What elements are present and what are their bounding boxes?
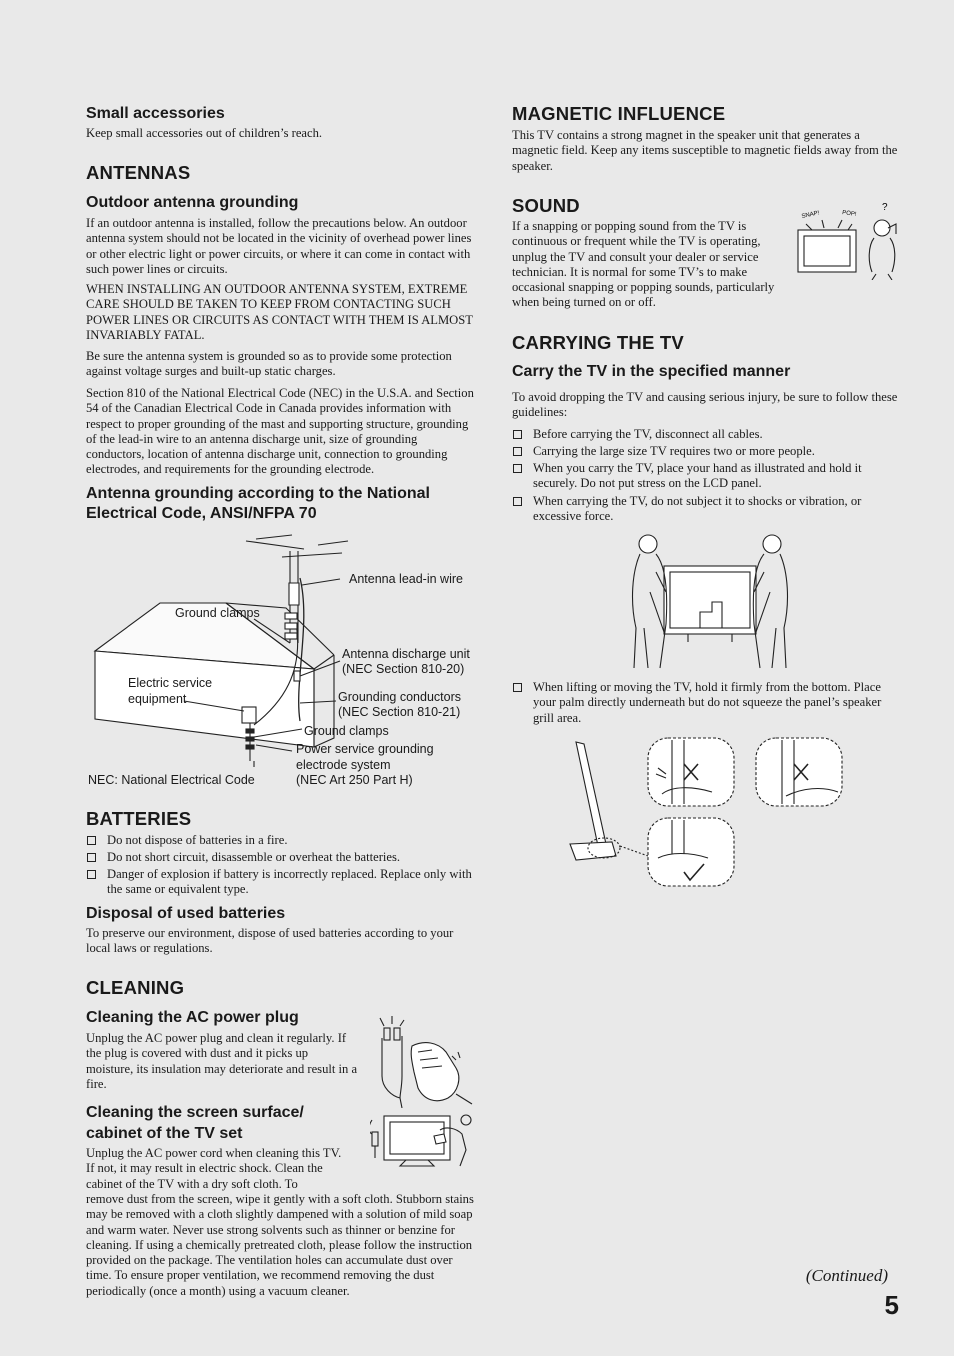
label-electrode-system: electrode system xyxy=(296,758,391,772)
label-grounding-section: (NEC Section 810-21) xyxy=(338,705,461,719)
cleaning-plug-heading: Cleaning the AC power plug xyxy=(86,1009,299,1026)
checkbox-icon xyxy=(513,447,522,456)
antenna-paragraph-3: Be sure the antenna system is grounded so as to provide some protection against voltage surges and built-up static charges. xyxy=(86,349,452,379)
nec-grounding-heading: Antenna grounding according to the National Electrical Code, ANSI/NFPA 70 xyxy=(86,485,430,522)
cleaning-screen-heading-1: Cleaning the screen surface/ xyxy=(86,1104,304,1121)
label-grounding-conductors: Grounding conductors xyxy=(338,690,461,704)
checkbox-icon xyxy=(513,464,522,473)
antenna-paragraph-4: Section 810 of the National Electrical Code (NEC) in the U.S.A. and Section 54 of the Canadian Electrical Code in Canada provides information with respect to proper grounding of the mast and supporting structure, grounding of the lead-in wire to an antenna discharge unit, size of grounding conductors, location of antenna discharge unit, connection to grounding electrodes, and requirements for the grounding electrode. xyxy=(86,386,474,477)
sound-heading: SOUND xyxy=(512,195,580,216)
carrying-item: Carrying the large size TV requires two or more people. xyxy=(512,444,902,459)
label-electric-service: Electric service xyxy=(128,676,213,690)
cleaning-heading: CLEANING xyxy=(86,977,185,998)
label-ground-clamps-bottom: Ground clamps xyxy=(304,724,389,738)
battery-item: Do not dispose of batteries in a fire. xyxy=(86,833,474,848)
cleaning-screen-text-1: Unplug the AC power cord when cleaning this TV. If not, it may result in electric shock. Clean the cabinet of the TV with a dry soft cloth. To xyxy=(86,1146,342,1191)
lifting-item: When lifting or moving the TV, hold it firmly from the bottom. Place your palm directly underneath but do not squeeze the panel’s speaker grill area. xyxy=(512,680,902,726)
question-text: ? xyxy=(882,202,888,213)
label-power-service: Power service grounding xyxy=(296,742,434,756)
small-accessories-text: Keep small accessories out of children’s reach. xyxy=(86,126,323,140)
disposal-text: To preserve our environment, dispose of used batteries according to your local laws or regulations. xyxy=(86,926,454,956)
battery-item: Danger of explosion if battery is incorrectly replaced. Replace only with the same or equivalent type. xyxy=(86,867,474,898)
label-discharge-unit: Antenna discharge unit xyxy=(342,647,470,661)
label-nec-note: NEC: National Electrical Code xyxy=(88,773,255,787)
plug-cleaning-illustration xyxy=(372,1016,476,1108)
cleaning-screen-heading-2: cabinet of the TV set xyxy=(86,1125,243,1142)
sound-text: If a snapping or popping sound from the TV is continuous or frequent while the TV is operating, unplug the TV and consult your dealer or service technician. It is normal for some TV’s to make occasional snapping or popping sounds, particularly when being turned on or off. xyxy=(512,219,775,310)
carrying-heading: CARRYING THE TV xyxy=(512,332,684,353)
antennas-heading: ANTENNAS xyxy=(86,162,191,183)
outdoor-antenna-heading: Outdoor antenna grounding xyxy=(86,194,299,211)
checkbox-icon xyxy=(87,853,96,862)
magnetic-heading: MAGNETIC INFLUENCE xyxy=(512,103,726,124)
label-nec-art: (NEC Art 250 Part H) xyxy=(296,773,413,787)
checkbox-icon xyxy=(513,497,522,506)
carry-manner-heading: Carry the TV in the specified manner xyxy=(512,363,791,380)
antenna-paragraph-2: WHEN INSTALLING AN OUTDOOR ANTENNA SYSTEM, EXTREME CARE SHOULD BE TAKEN TO KEEP FROM CONTACTING SUCH POWER LINES OR CIRCUITS AS CONTACT WITH THEM IS ALMOST INVARIABLY FATAL. xyxy=(86,282,473,342)
battery-item: Do not short circuit, disassemble or overheat the batteries. xyxy=(86,850,474,865)
hand-position-illustration xyxy=(562,734,902,890)
label-antenna-lead-in: Antenna lead-in wire xyxy=(349,572,463,586)
checkbox-icon xyxy=(87,870,96,879)
label-ground-clamps-top: Ground clamps xyxy=(175,606,260,620)
page-number: 5 xyxy=(884,1290,899,1320)
screen-cleaning-illustration xyxy=(370,1110,474,1170)
pop-text: POP! xyxy=(841,210,857,218)
disposal-heading: Disposal of used batteries xyxy=(86,905,286,922)
two-people-carrying-illustration xyxy=(630,532,790,670)
label-discharge-section: (NEC Section 810-20) xyxy=(342,662,465,676)
continued-label: (Continued) xyxy=(805,1266,888,1285)
small-accessories-heading: Small accessories xyxy=(86,105,225,122)
checkbox-icon xyxy=(87,836,96,845)
magnetic-text: This TV contains a strong magnet in the speaker unit that generates a magnetic field. Keep any items susceptible to magnetic fields away from the speaker. xyxy=(512,128,898,173)
checkbox-icon xyxy=(513,683,522,692)
carrying-item: When you carry the TV, place your hand as illustrated and hold it securely. Do not put stress on the LCD panel. xyxy=(512,461,902,492)
label-equipment: equipment xyxy=(128,692,187,706)
carrying-intro: To avoid dropping the TV and causing serious injury, be sure to follow these guidelines: xyxy=(512,390,898,420)
carrying-item: Before carrying the TV, disconnect all cables. xyxy=(512,427,902,442)
antenna-paragraph-1: If an outdoor antenna is installed, follow the precautions below. An outdoor antenna system should not be located in the vicinity of overhead power lines or other electric light or power circuits, or where it can come in contact with such power lines or circuits. xyxy=(86,216,472,276)
carrying-item: When carrying the TV, do not subject it to shocks or vibration, or excessive force. xyxy=(512,494,902,525)
sound-illustration xyxy=(792,198,904,280)
checkbox-icon xyxy=(513,430,522,439)
snap-text: SNAP! xyxy=(801,210,821,220)
cleaning-screen-text-2: remove dust from the screen, wipe it gently with a soft cloth. Stubborn stains may be removed with a cloth slightly dampened with a solution of mild soap and warm water. Never use strong solvents such as thinner or benzine for cleaning. If using a chemically pretreated cloth, please follow the instruction provided on the package. The ventilation holes can accumulate dust over time. To ensure proper ventilation, we recommend removing the dust periodically (once a month) using a vacuum cleaner. xyxy=(86,1192,474,1298)
cleaning-plug-text: Unplug the AC power plug and clean it regularly. If the plug is covered with dust and it picks up moisture, its insulation may deteriorate and result in a fire. xyxy=(86,1031,358,1091)
batteries-heading: BATTERIES xyxy=(86,808,192,829)
